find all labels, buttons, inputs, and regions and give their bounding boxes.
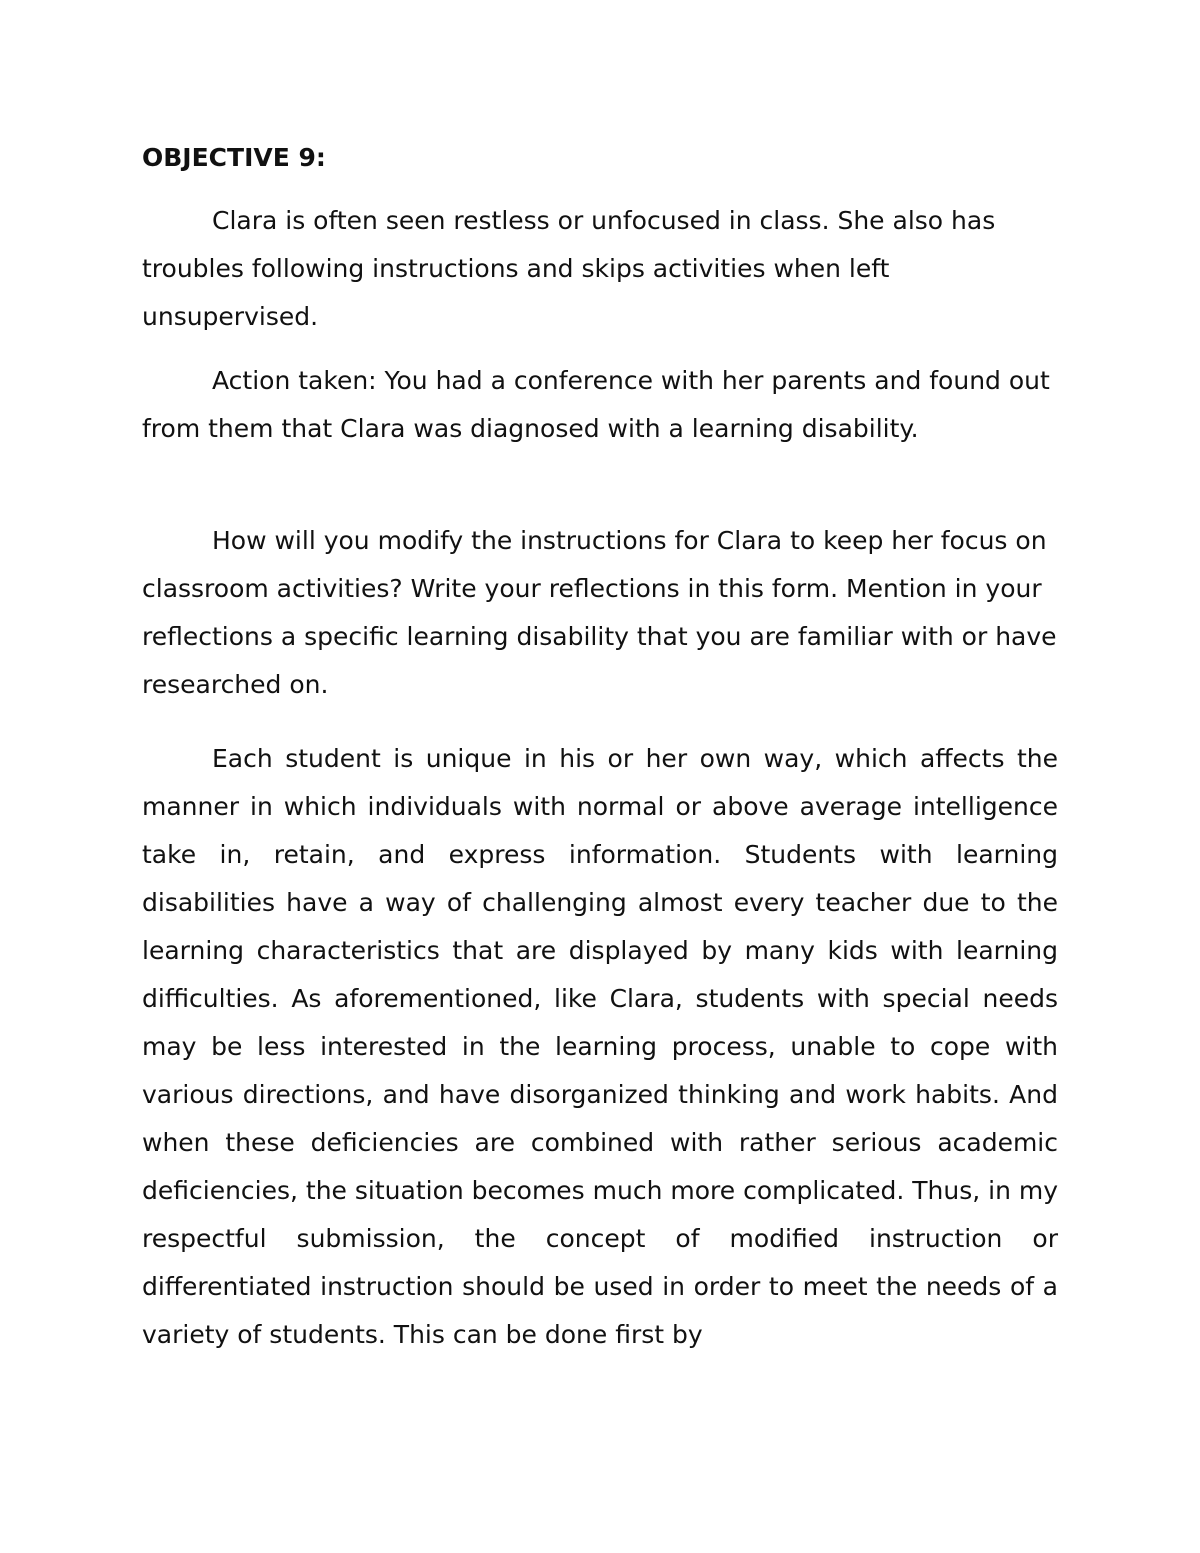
action-taken-paragraph: Action taken: You had a conference with her parents and found out from them that Clara was diagnosed with a learning disability. [142,366,1050,443]
objective-heading: OBJECTIVE 9: [142,143,326,172]
scenario-paragraph: Clara is often seen restless or unfocused in class. She also has troubles following instructions and skips activities when left unsupervised. [142,206,996,331]
reflection-paragraph: Each student is unique in his or her own way, which affects the manner in which individuals with normal or above average intelligence take in, retain, and express information. Students with learning disabilities have a way of challenging almost every teacher due to the learning characteristics that are displayed by many kids with learning difficulties. As aforementioned, like Clara, students with special needs may be less interested in the learning process, unable to cope with various directions, and have disorganized thinking and work habits. And when these deficiencies are combined with rather serious academic deficiencies, the situation becomes much more complicated. Thus, in my respectful submission, the concept of modified instruction or differentiated instruction should be used in order to meet the needs of a variety of students. This can be done first by [142,744,1059,1349]
question-paragraph: How will you modify the instructions for Clara to keep her focus on classroom activities? Write your reflections in this form. Mention in your reflections a specific learning disability that you are familiar with or have researched on. [142,526,1057,699]
